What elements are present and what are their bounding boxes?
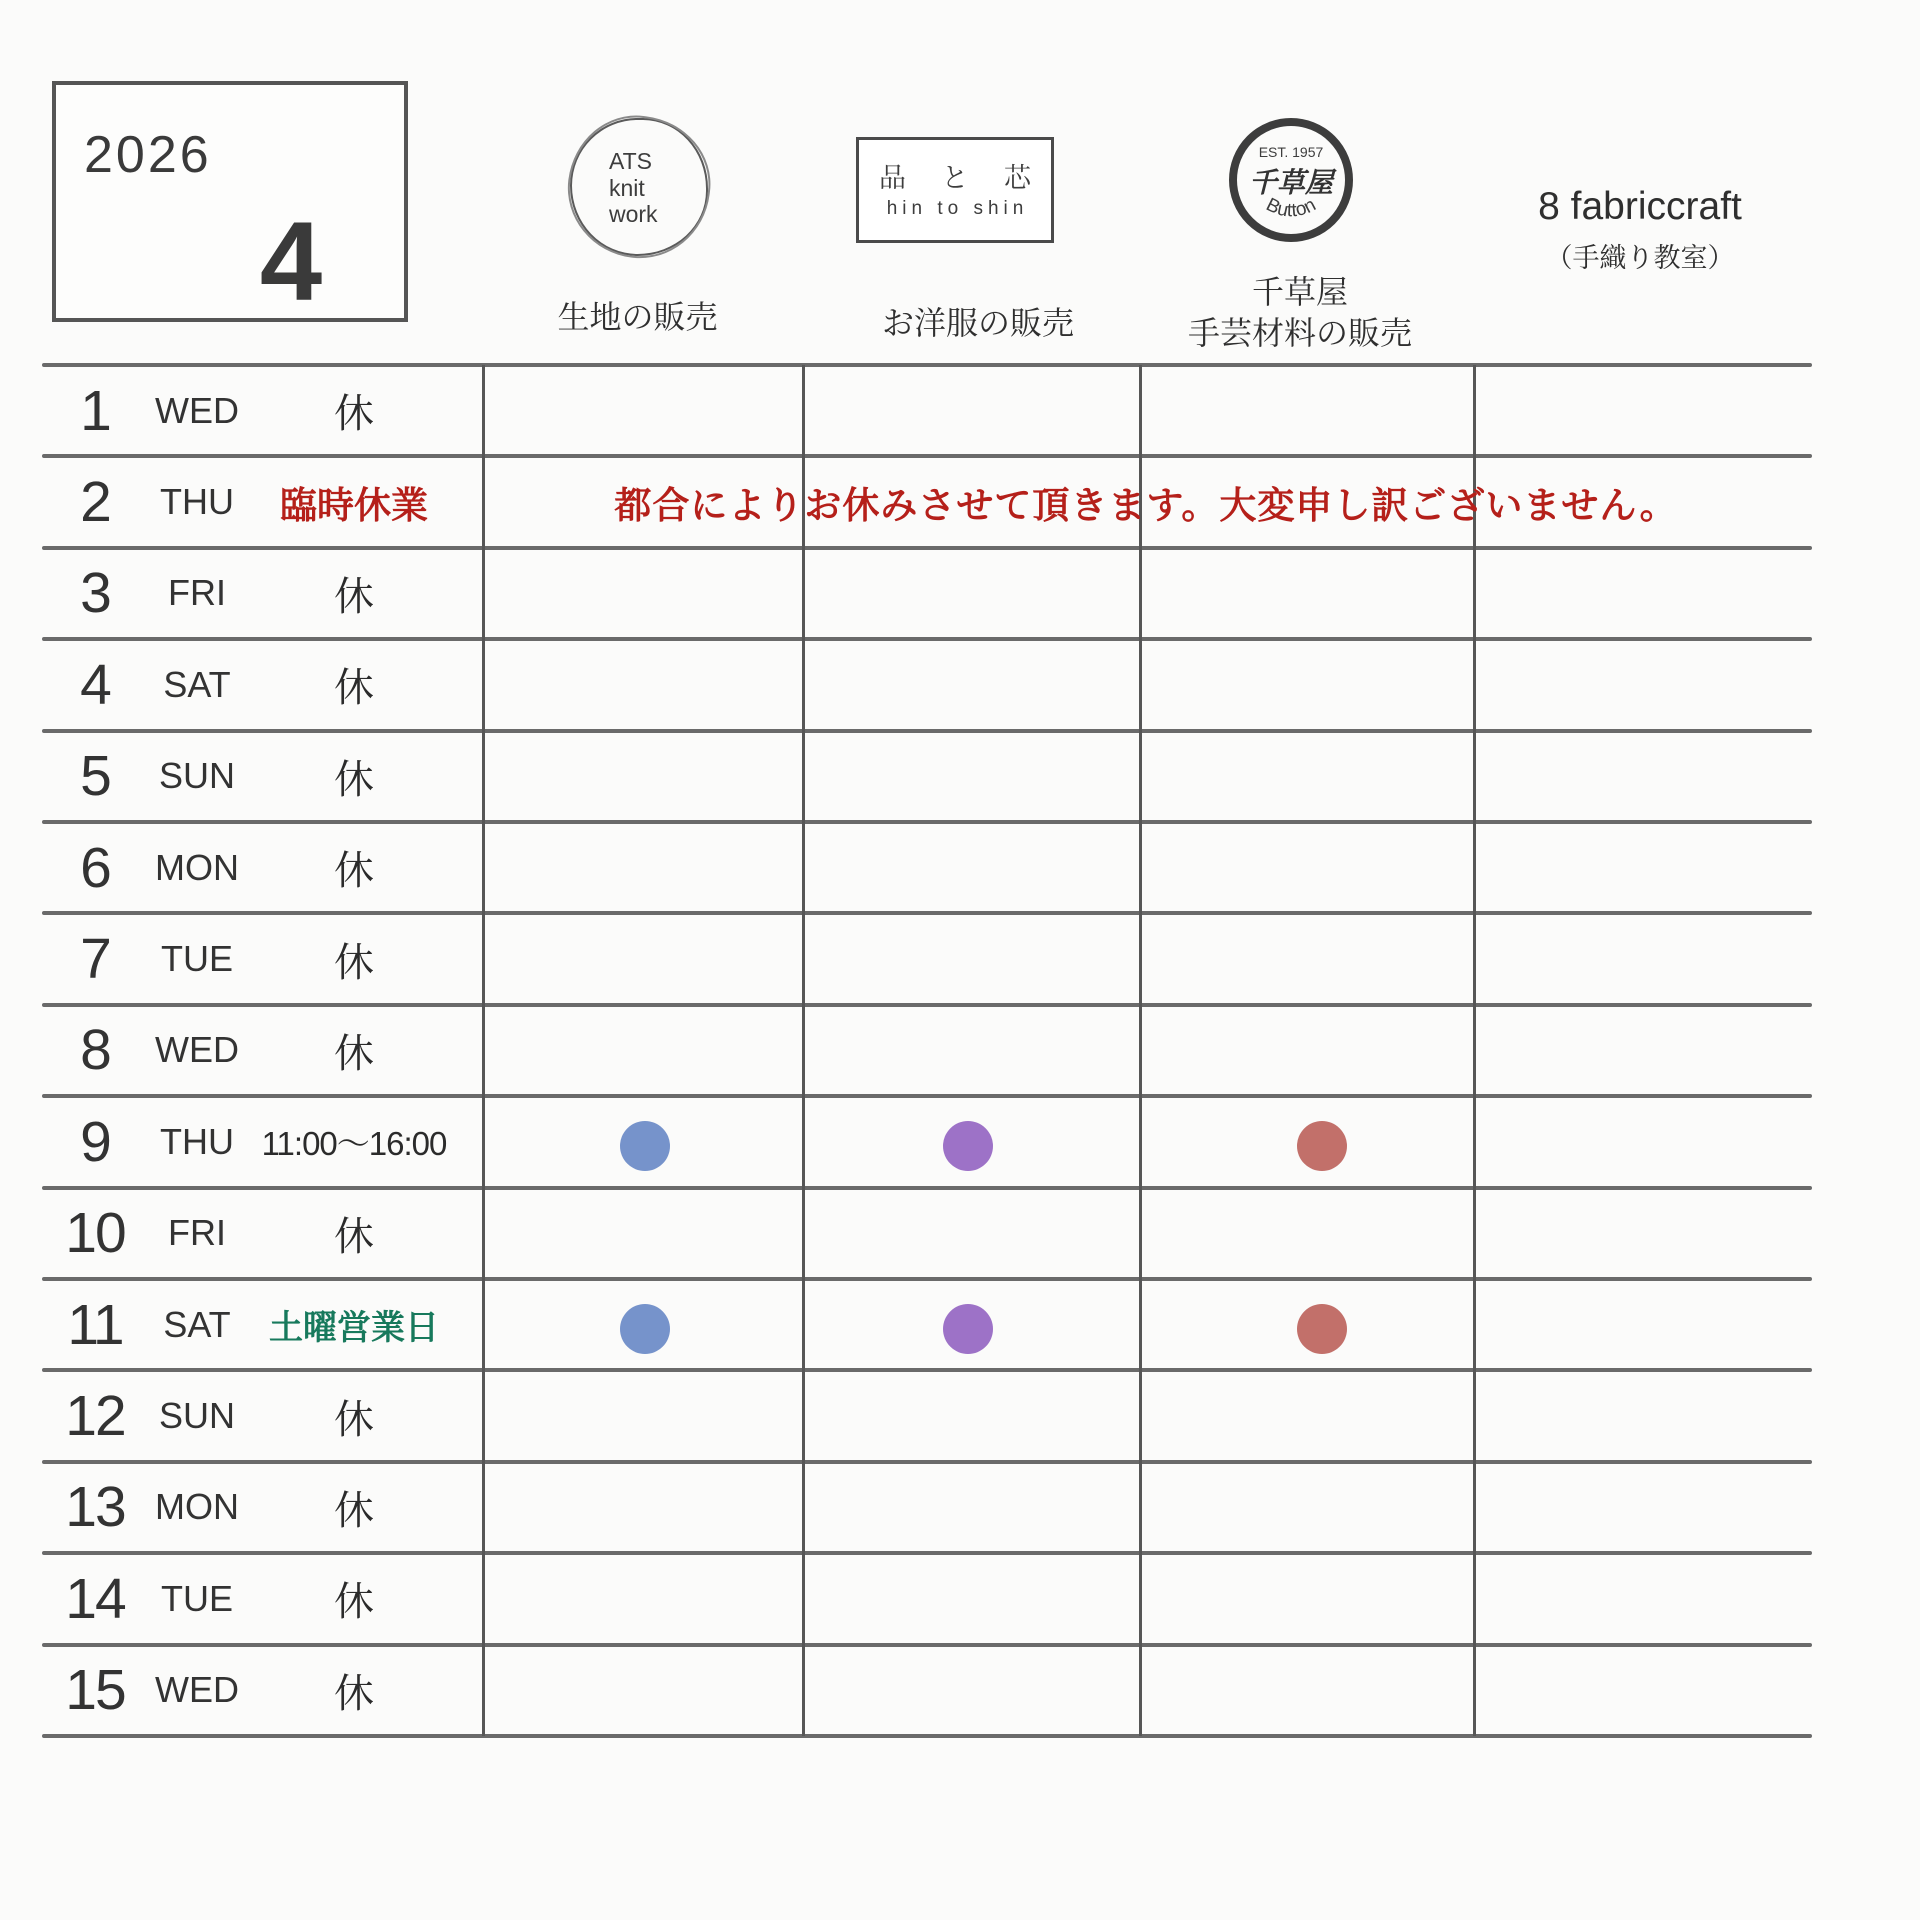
day-number: 1 (80, 378, 110, 443)
closure-notice: 都合によりお休みさせて頂きます。大変申し訳ございません。 (614, 486, 1678, 528)
open-dot-column-3 (1297, 1121, 1347, 1171)
day-number: 9 (80, 1109, 110, 1174)
hin-logo-roman: hin to shin (886, 198, 1029, 219)
open-dot-column-1 (620, 1304, 670, 1354)
chigusaya-button-stamp-icon (1226, 115, 1356, 245)
calendar-row-15 (0, 1645, 1920, 1736)
day-weekday: SUN (158, 755, 235, 797)
ats-logo-line1: ATS (609, 148, 653, 174)
vendor-label-fabriccraft: 8 fabriccraft (1538, 185, 1742, 228)
day-status: 休 (334, 574, 374, 619)
day-status: 臨時休業 (280, 485, 428, 527)
calendar-row-13 (0, 1462, 1920, 1553)
day-number: 8 (80, 1018, 110, 1083)
day-weekday: WED (155, 1029, 239, 1071)
open-dot-column-2 (943, 1304, 993, 1354)
day-number: 7 (80, 927, 110, 992)
day-number: 13 (65, 1475, 125, 1540)
vendor-label-clothes-sales: お洋服の販売 (881, 305, 1074, 341)
stamp-est-text: EST. 1957 (1258, 144, 1324, 160)
day-weekday: SUN (158, 1395, 235, 1437)
vendor-label-fabric-sales: 生地の販売 (557, 299, 718, 335)
day-weekday: SAT (163, 1303, 231, 1345)
hin-to-shin-logo-icon (856, 137, 1054, 243)
day-weekday: WED (155, 1669, 239, 1711)
calendar-row-10 (0, 1188, 1920, 1279)
day-status: 休 (334, 1214, 374, 1259)
day-number: 14 (65, 1566, 125, 1631)
calendar-row-7 (0, 913, 1920, 1004)
day-weekday: MON (155, 1486, 239, 1528)
day-weekday: THU (160, 1120, 234, 1162)
day-number: 5 (80, 744, 110, 809)
day-weekday: FRI (168, 572, 226, 614)
day-weekday: TUE (161, 938, 233, 980)
day-number: 11 (67, 1292, 123, 1357)
day-status: 休 (334, 1580, 374, 1625)
day-number: 4 (80, 652, 110, 717)
day-status: 休 (334, 757, 374, 802)
day-weekday: WED (155, 389, 239, 431)
calendar-row-1 (0, 365, 1920, 456)
day-weekday: THU (160, 481, 234, 523)
calendar-row-6 (0, 822, 1920, 913)
calendar-row-5 (0, 731, 1920, 822)
day-status: 休 (334, 1671, 374, 1716)
vendor-label-craft-materials (1130, 272, 1470, 354)
day-weekday: SAT (163, 663, 231, 705)
stamp-button-text: Button (1262, 194, 1320, 222)
chigusaya-label-line2: 手芸材料の販売 (1187, 314, 1412, 351)
stamp-name-text: 千草屋 (1248, 167, 1334, 198)
day-status: 休 (334, 1397, 374, 1442)
day-status: 11:00〜16:00 (261, 1125, 447, 1163)
calendar-row-4 (0, 639, 1920, 730)
day-status: 休 (334, 940, 374, 985)
day-status: 休 (334, 1031, 374, 1076)
day-status: 休 (334, 666, 374, 711)
day-number: 3 (80, 561, 110, 626)
chigusaya-label-line1: 千草屋 (1251, 274, 1348, 310)
day-number: 10 (65, 1201, 125, 1266)
calendar-row-3 (0, 548, 1920, 639)
calendar-row-11 (0, 1279, 1920, 1370)
ats-logo-line2: knit (609, 174, 645, 201)
calendar-row-9 (0, 1096, 1920, 1187)
calendar-row-14 (0, 1553, 1920, 1644)
day-weekday: MON (155, 846, 239, 888)
open-dot-column-3 (1297, 1304, 1347, 1354)
day-number: 6 (80, 835, 110, 900)
vendor-label-fabriccraft-sub: （手織り教室） (1545, 243, 1735, 273)
day-status: 休 (334, 392, 374, 437)
day-status: 休 (334, 849, 374, 894)
ats-logo-line3: work (609, 201, 658, 228)
year-label: 2026 (84, 126, 212, 184)
calendar-row-2 (0, 456, 1920, 547)
open-dot-column-1 (620, 1121, 670, 1171)
day-number: 12 (65, 1384, 125, 1449)
ats-logo-text (609, 148, 658, 228)
day-weekday: FRI (168, 1212, 226, 1254)
month-label: 4 (259, 199, 323, 324)
calendar-row-12 (0, 1370, 1920, 1461)
open-dot-column-2 (943, 1121, 993, 1171)
day-weekday: TUE (161, 1577, 233, 1619)
day-status: 休 (334, 1488, 374, 1533)
calendar-row-8 (0, 1005, 1920, 1096)
day-status: 土曜営業日 (269, 1309, 439, 1348)
ats-knit-work-logo-icon (570, 118, 708, 256)
day-number: 15 (65, 1658, 125, 1723)
hin-logo-japanese: 品 と 芯 (878, 163, 1045, 193)
day-number: 2 (80, 470, 110, 535)
year-month-box (52, 81, 408, 322)
